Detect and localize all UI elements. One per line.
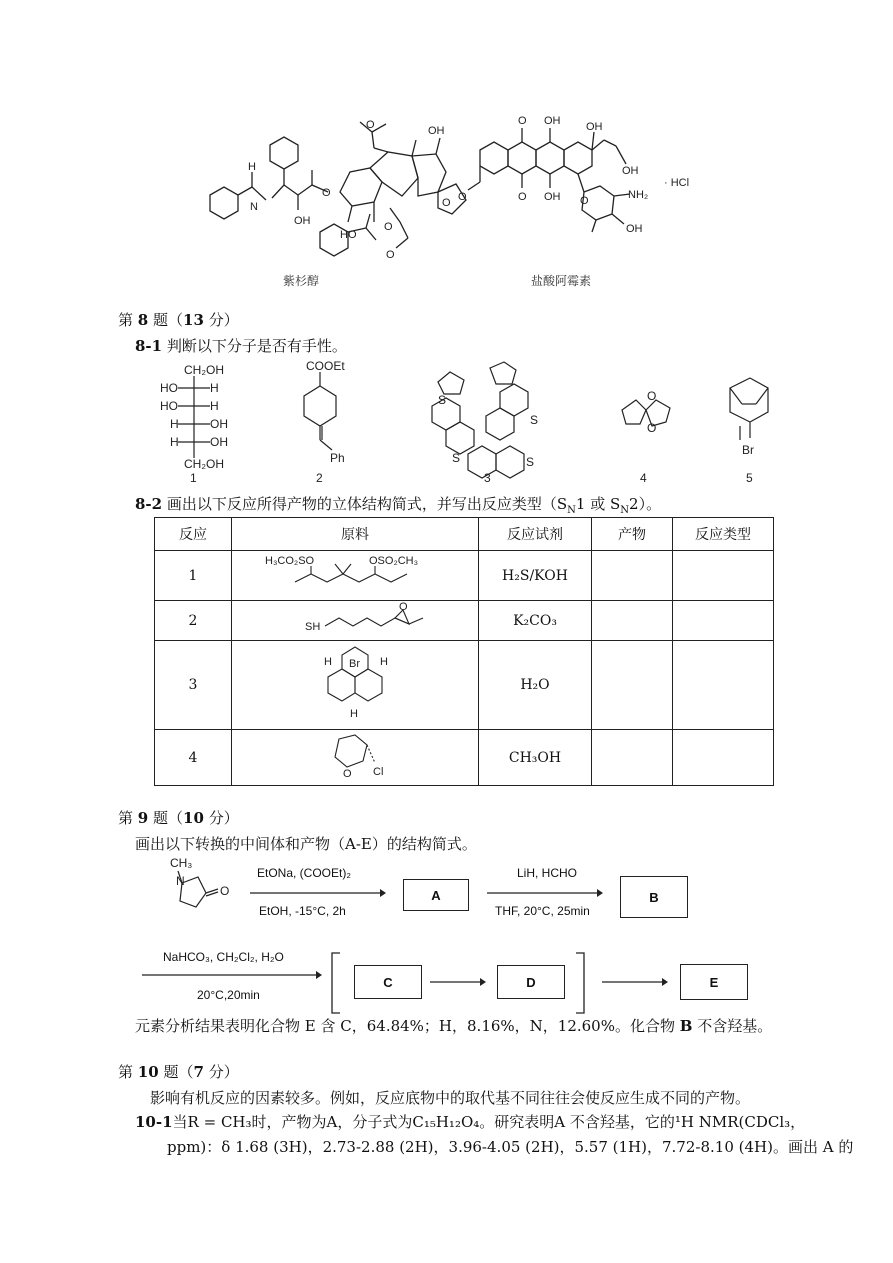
reaction-type-cell[interactable]	[673, 601, 774, 641]
thiol-epoxide-structure	[255, 602, 455, 636]
mol-label-3: 3	[484, 471, 491, 485]
row-number: 1	[155, 551, 232, 601]
row-number: 3	[155, 641, 232, 730]
reaction-table	[154, 517, 774, 786]
svg-text:Br: Br	[742, 443, 754, 457]
header-reaction: 反应	[155, 518, 232, 551]
reagent-cell: K₂CO₃	[479, 601, 592, 641]
svg-text:H: H	[210, 399, 219, 413]
box-D: D	[497, 965, 565, 999]
header-starting-material: 原料	[232, 518, 479, 551]
product-cell[interactable]	[592, 730, 673, 786]
svg-text:O: O	[384, 221, 393, 233]
starting-material-cell	[232, 641, 479, 730]
q8-1-prompt: 8-1 判断以下分子是否有手性。	[135, 337, 347, 355]
arrow-2	[487, 888, 603, 898]
table-row	[155, 601, 774, 641]
svg-text:OH: OH	[544, 191, 561, 203]
q9-header: 第 9 题（10 分）	[118, 809, 239, 827]
svg-text:HO: HO	[160, 381, 178, 395]
svg-text:H: H	[248, 161, 256, 173]
svg-text:Br: Br	[349, 658, 360, 670]
svg-text:OH: OH	[544, 115, 561, 127]
q10-1-line2: ppm)：δ 1.68 (3H)，2.73-2.88 (2H)，3.96-4.05 (2H)，5.57 (1H)，7.72-8.10 (4H)。画出 A 的	[167, 1138, 854, 1156]
svg-text:S: S	[438, 393, 447, 407]
reaction-type-cell[interactable]	[673, 551, 774, 601]
q9-analysis-note: 元素分析结果表明化合物 E 含 C，64.84%；H，8.16%，N，12.60%。化合物 B 不含羟基。	[135, 1017, 773, 1035]
reagent-cell: H₂S/KOH	[479, 551, 592, 601]
svg-text:OSO₂CH₃: OSO₂CH₃	[369, 554, 419, 567]
svg-text:Cl: Cl	[373, 765, 384, 778]
svg-text:H: H	[380, 656, 388, 668]
box-C: C	[354, 965, 422, 999]
svg-text:N: N	[250, 201, 258, 213]
header-reaction-type: 反应类型	[673, 518, 774, 551]
box-B: B	[620, 876, 688, 918]
table-header-row	[155, 518, 774, 551]
svg-text:H: H	[170, 417, 179, 431]
box-E: E	[680, 964, 748, 1000]
arrow3-bottom-label: 20°C,20min	[197, 988, 260, 1002]
svg-text:H: H	[170, 435, 179, 449]
q9-intro: 画出以下转换的中间体和产物（A-E）的结构简式。	[135, 835, 477, 853]
q10-intro: 影响有机反应的因素较多。例如，反应底物中的取代基不同往往会使反应生成不同的产物。	[150, 1089, 751, 1107]
svg-text:OH: OH	[622, 165, 639, 177]
mesylate-structure	[255, 552, 455, 596]
chlorotetrahydropyran-structure	[305, 731, 405, 781]
svg-text:O: O	[518, 115, 527, 127]
q8-2-prompt: 8-2 画出以下反应所得产物的立体结构简式，并写出反应类型（$S_N1$ 或 $S_N2$）。	[135, 495, 662, 516]
svg-text:O: O	[580, 195, 589, 207]
starting-material-cell	[232, 601, 479, 641]
svg-text:O: O	[220, 884, 230, 898]
row-number: 4	[155, 730, 232, 786]
top-structures-figure	[190, 110, 720, 300]
svg-text:CH₂OH: CH₂OH	[184, 457, 224, 471]
svg-text:CH₂OH: CH₂OH	[184, 363, 224, 377]
reaction-type-cell[interactable]	[673, 730, 774, 786]
arrow-to-E	[602, 977, 668, 987]
svg-text:OH: OH	[586, 121, 603, 133]
svg-text:O: O	[386, 249, 395, 261]
svg-text:SH: SH	[305, 620, 321, 633]
table-row	[155, 730, 774, 786]
svg-text:Ph: Ph	[330, 451, 345, 465]
svg-text:O: O	[322, 187, 331, 199]
row-number: 2	[155, 601, 232, 641]
svg-text:O: O	[458, 191, 467, 203]
arrow1-bottom-label: EtOH, -15°C, 2h	[259, 904, 346, 918]
product-cell[interactable]	[592, 641, 673, 730]
header-reagent: 反应试剂	[479, 518, 592, 551]
svg-text:O: O	[399, 601, 408, 613]
svg-text:NH₂: NH₂	[628, 189, 649, 201]
perhydrophenalene-bromide-structure	[300, 641, 410, 725]
svg-text:OH: OH	[626, 223, 643, 235]
svg-text:O: O	[518, 191, 527, 203]
arrow-3	[142, 970, 322, 980]
product-cell[interactable]	[592, 601, 673, 641]
header-product: 产物	[592, 518, 673, 551]
q8-header: 第 8 题（13 分）	[118, 311, 239, 329]
svg-text:H: H	[210, 381, 219, 395]
svg-text:S: S	[526, 455, 535, 469]
mol-label-4: 4	[640, 471, 647, 485]
product-cell[interactable]	[592, 551, 673, 601]
svg-text:HO: HO	[160, 399, 178, 413]
taxol-caption: 紫杉醇	[283, 274, 320, 288]
arrow-C-to-D	[430, 977, 486, 987]
arrow-1	[250, 888, 386, 898]
reaction-type-cell[interactable]	[673, 641, 774, 730]
box-A: A	[403, 879, 469, 911]
svg-text:COOEt: COOEt	[306, 359, 345, 373]
mol-label-2: 2	[316, 471, 323, 485]
svg-text:HO: HO	[340, 229, 357, 241]
svg-text:S: S	[452, 451, 461, 465]
arrow1-top-label: EtONa, (COOEt)₂	[257, 866, 352, 880]
bracket-right	[574, 952, 586, 1014]
q10-header: 第 10 题（7 分）	[118, 1063, 239, 1081]
bracket-left	[330, 952, 342, 1014]
svg-text:H: H	[350, 708, 358, 720]
q8-1-molecules	[150, 358, 780, 488]
mol-label-1: 1	[190, 471, 197, 485]
arrow2-top-label: LiH, HCHO	[517, 866, 578, 880]
starting-material-cell	[232, 730, 479, 786]
svg-text:OH: OH	[210, 417, 228, 431]
arrow2-bottom-label: THF, 20°C, 25min	[495, 904, 590, 918]
table-row	[155, 641, 774, 730]
svg-text:O: O	[366, 119, 375, 131]
arrow3-top-label: NaHCO₃, CH₂Cl₂, H₂O	[163, 950, 284, 964]
svg-text:H: H	[324, 656, 332, 668]
svg-text:O: O	[343, 767, 352, 780]
svg-text:CH₃: CH₃	[170, 856, 193, 870]
svg-text:· HCl: · HCl	[664, 177, 690, 189]
mol-label-5: 5	[746, 471, 753, 485]
svg-text:O: O	[647, 421, 657, 435]
svg-text:S: S	[530, 413, 539, 427]
svg-text:H₃CO₂SO: H₃CO₂SO	[265, 554, 315, 567]
svg-text:OH: OH	[294, 215, 311, 227]
table-row	[155, 551, 774, 601]
svg-text:N: N	[176, 874, 185, 888]
svg-text:OH: OH	[428, 125, 445, 137]
n-methylpyrrolidinone-structure	[160, 855, 240, 925]
reagent-cell: CH₃OH	[479, 730, 592, 786]
svg-text:O: O	[647, 389, 657, 403]
starting-material-cell	[232, 551, 479, 601]
svg-text:O: O	[442, 197, 451, 209]
q10-1-line1: 10-1当R = CH₃时，产物为A，分子式为C₁₅H₁₂O₄。研究表明A 不含羟基，它的¹H NMR(CDCl₃，	[135, 1113, 806, 1131]
reagent-cell: H₂O	[479, 641, 592, 730]
svg-text:OH: OH	[210, 435, 228, 449]
doxorubicin-caption: 盐酸阿霉素	[531, 274, 592, 288]
